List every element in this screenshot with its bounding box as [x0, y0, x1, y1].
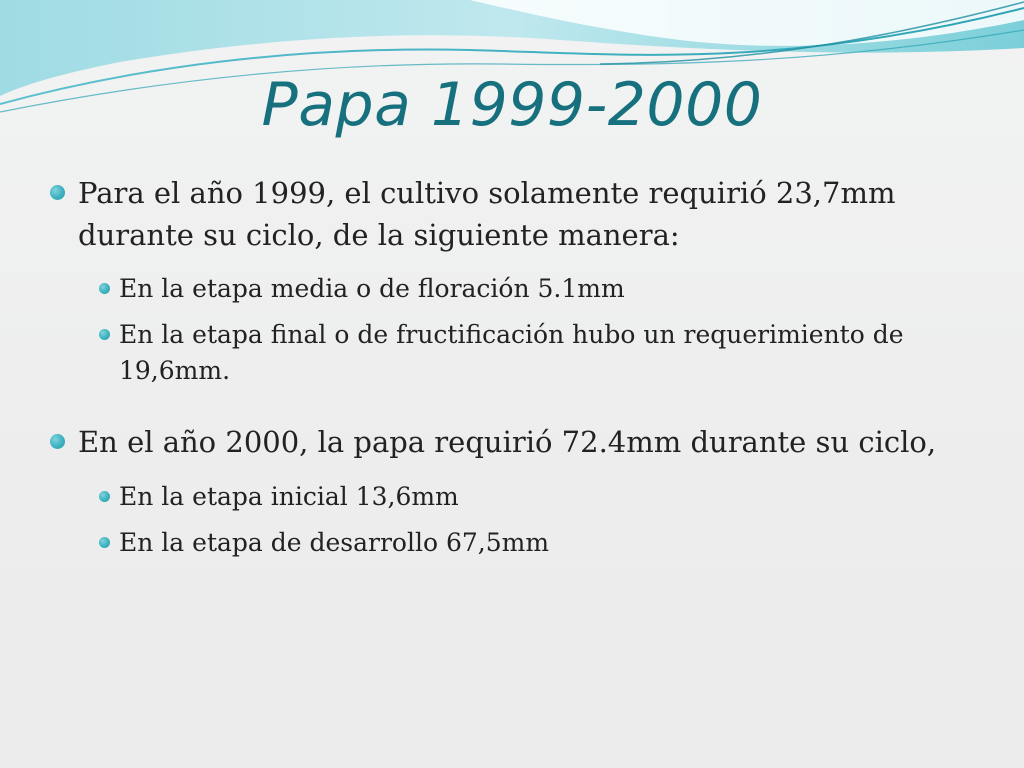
- sub-bullet-text: En la etapa inicial 13,6mm: [119, 482, 459, 511]
- slide-title: Papa 1999-2000: [261, 70, 763, 140]
- sub-bullet-dot-icon: [99, 537, 110, 548]
- bullet-text: Para el año 1999, el cultivo solamente requirió 23,7mm durante su ciclo, de la siguiente manera:: [78, 176, 896, 252]
- bullet-item-1999: [48, 172, 998, 256]
- sub-bullet-item: [89, 271, 998, 307]
- sub-bullet-item: [89, 479, 998, 515]
- sub-bullet-dot-icon: [99, 329, 110, 340]
- bullet-dot-icon: [50, 434, 65, 449]
- sub-bullet-dot-icon: [99, 491, 110, 502]
- sub-bullet-dot-icon: [99, 283, 110, 294]
- bullet-dot-icon: [50, 185, 65, 200]
- sub-bullet-text: En la etapa de desarrollo 67,5mm: [119, 528, 550, 557]
- sub-bullet-text: En la etapa final o de fructificación hubo un requerimiento de 19,6mm.: [119, 320, 904, 385]
- sub-bullet-item: [89, 525, 998, 561]
- sub-bullet-text: En la etapa media o de floración 5.1mm: [119, 274, 625, 303]
- slide-content: [48, 172, 998, 561]
- bullet-item-2000: [48, 421, 998, 463]
- bullet-text: En el año 2000, la papa requirió 72.4mm durante su ciclo,: [78, 425, 937, 459]
- sub-bullet-item: [89, 317, 998, 389]
